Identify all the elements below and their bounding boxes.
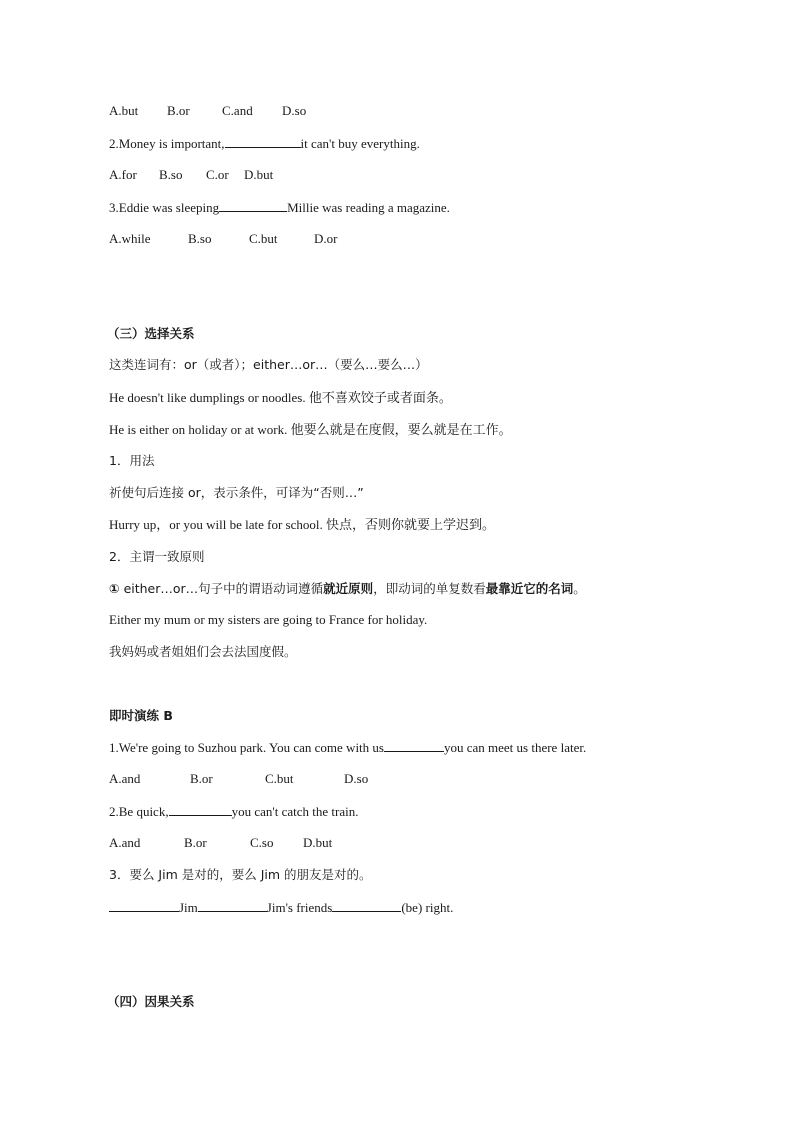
options-row-2 [109, 166, 273, 184]
question-text: 2.Be quick, [109, 804, 169, 819]
question-text: you can meet us there later. [443, 740, 587, 755]
option: A.but [109, 103, 139, 118]
answer-blank[interactable] [169, 802, 232, 816]
option: A.and [109, 835, 141, 850]
question-text: 1.We're going to Suzhou park. You can come with us [109, 740, 384, 755]
rule-emphasis: 就近原则 [323, 581, 374, 596]
option: B.so [159, 167, 183, 182]
circled-number: ① [109, 581, 120, 596]
subheading-agreement: 2．主谓一致原则 [109, 549, 205, 564]
question-3 [109, 198, 450, 217]
example-sentence: He doesn't like dumplings or noodles. 他不喜欢饺子或者面条。 [109, 390, 452, 405]
option: D.but [303, 835, 333, 850]
option: A.for [109, 167, 137, 182]
rule-part: 。 [573, 581, 586, 596]
section-heading: （三）选择关系 [107, 326, 195, 341]
option: D.or [314, 231, 338, 246]
subheading-usage: 1．用法 [109, 453, 155, 468]
option: B.or [190, 771, 213, 786]
practice-question-1 [109, 738, 586, 757]
usage-example: Hurry up，or you will be late for school. 快点，否则你就要上学迟到。 [109, 517, 495, 532]
rule-part: either…or…句子中的谓语动词遵循 [119, 581, 324, 596]
example-sentence: He is either on holiday or at work. 他要么就是在度假，要么就是在工作。 [109, 422, 512, 437]
answer-blank[interactable] [384, 738, 444, 752]
option: D.so [282, 103, 307, 118]
option: B.or [184, 835, 207, 850]
option: C.so [250, 835, 274, 850]
rule-part: ，即动词的单复数看 [373, 581, 486, 596]
options-row-1 [109, 102, 306, 120]
option: B.or [167, 103, 190, 118]
answer-blank[interactable] [219, 198, 287, 212]
practice-question-2 [109, 802, 358, 821]
rule-text [109, 580, 586, 598]
answer-blank[interactable] [332, 898, 401, 912]
question-text: 2.Money is important, [109, 136, 225, 151]
practice-options-2 [109, 834, 332, 852]
option: C.but [249, 231, 278, 246]
option: C.or [206, 167, 229, 182]
answer-blank[interactable] [225, 134, 301, 148]
question-text: it can't buy everything. [300, 136, 420, 151]
intro-text: 这类连词有：or（或者）；either…or…（要么…要么…） [109, 357, 428, 372]
fill-in-sentence [109, 898, 453, 917]
practice-question-3: 3．要么 Jim 是对的，要么 Jim 的朋友是对的。 [109, 867, 372, 882]
fill-text: (be) right. [401, 900, 454, 915]
fill-text: Jim's friends [266, 900, 333, 915]
usage-text: 祈使句后连接 or，表示条件，可译为“否则…” [109, 485, 364, 500]
practice-heading: 即时演练 B [109, 708, 173, 723]
option: A.and [109, 771, 141, 786]
either-example-cn: 我妈妈或者姐姐们会去法国度假。 [109, 644, 297, 659]
option: C.and [222, 103, 253, 118]
option: D.so [344, 771, 369, 786]
question-text: you can't catch the train. [231, 804, 359, 819]
option: A.while [109, 231, 151, 246]
option: D.but [244, 167, 274, 182]
either-example-en: Either my mum or my sisters are going to France for holiday. [109, 612, 428, 627]
answer-blank[interactable] [198, 898, 267, 912]
option: B.so [188, 231, 212, 246]
section-heading: （四）因果关系 [107, 994, 195, 1009]
question-2 [109, 134, 420, 153]
question-text: 3.Eddie was sleeping [109, 200, 220, 215]
fill-text: Jim [179, 900, 198, 915]
options-row-3 [109, 230, 337, 248]
practice-options-1 [109, 770, 368, 788]
option: C.but [265, 771, 294, 786]
question-text: Millie was reading a magazine. [287, 200, 450, 215]
rule-emphasis: 最靠近它的名词 [485, 581, 574, 596]
answer-blank[interactable] [109, 898, 179, 912]
